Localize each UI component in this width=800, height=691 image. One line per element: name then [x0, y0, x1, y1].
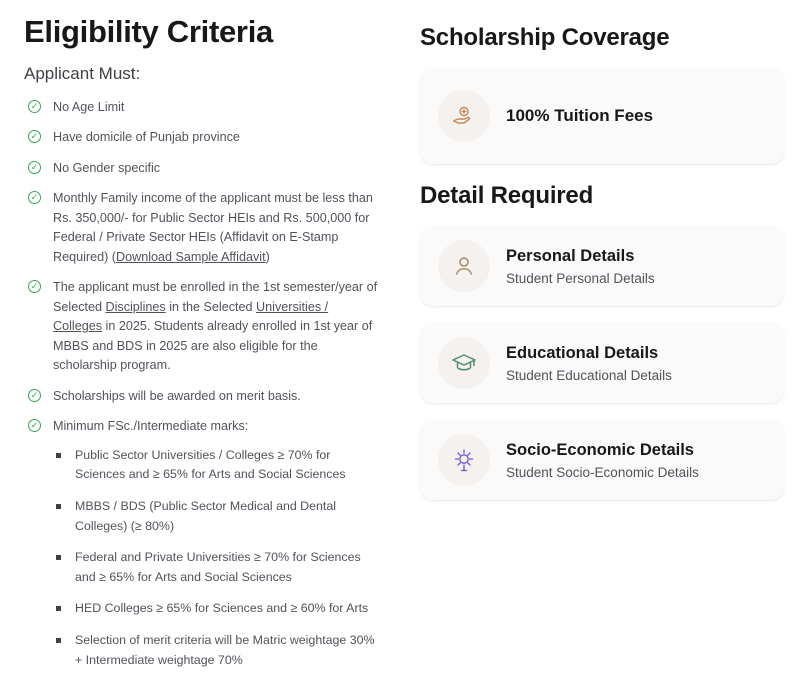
list-item — [24, 159, 378, 179]
hand-coin-icon — [438, 90, 490, 142]
check-circle-icon: ✓ — [28, 280, 41, 293]
socio-economic-icon — [438, 434, 490, 486]
coverage-column — [400, 0, 800, 691]
list-item — [24, 98, 378, 118]
list-item — [53, 497, 378, 536]
list-item — [24, 387, 378, 407]
square-bullet-icon — [56, 638, 61, 643]
square-bullet-icon — [56, 606, 61, 611]
list-item — [24, 278, 378, 376]
list-item — [53, 446, 378, 485]
list-item — [53, 631, 378, 670]
detail-card-socio-economic[interactable] — [420, 420, 784, 500]
list-item — [24, 189, 378, 267]
criteria-text: Have domicile of Punjab province — [53, 130, 240, 145]
criteria-text: Monthly Family income of the applicant must be less than Rs. 350,000/- for Public Sector HEIs and Rs. 500,000 for Federal / Private Sector HEIs (Affidavit on E-Stamp Required) ( — [53, 191, 373, 264]
detail-card-subtitle: Student Educational Details — [506, 367, 672, 383]
disciplines-link[interactable]: Disciplines — [105, 299, 166, 314]
user-icon — [438, 240, 490, 292]
check-circle-icon: ✓ — [28, 191, 41, 204]
criteria-text: No Gender specific — [53, 160, 161, 175]
list-item — [53, 548, 378, 587]
sub-criteria-text: HED Colleges ≥ 65% for Sciences and ≥ 60% for Arts — [75, 601, 369, 616]
check-circle-icon: ✓ — [28, 161, 41, 174]
sub-criteria-text: Selection of merit criteria will be Matric weightage 30% + Intermediate weightage 70% — [75, 633, 375, 667]
universities-colleges-link[interactable]: Universities / Colleges — [53, 299, 329, 334]
check-circle-icon: ✓ — [28, 419, 41, 432]
coverage-label: 100% Tuition Fees — [506, 106, 654, 125]
sub-criteria-text: MBBS / BDS (Public Sector Medical and Dental Colleges) (≥ 80%) — [75, 499, 337, 533]
detail-card-personal[interactable] — [420, 226, 784, 306]
square-bullet-icon — [56, 504, 61, 509]
criteria-text-after: ) — [265, 249, 270, 264]
download-sample-affidavit-link[interactable]: Download Sample Affidavit — [116, 249, 266, 264]
detail-card-educational[interactable] — [420, 323, 784, 403]
square-bullet-icon — [56, 555, 61, 560]
coverage-card — [420, 68, 784, 164]
marks-sublist — [53, 446, 378, 670]
criteria-text: The applicant must be enrolled in the 1st semester/year of Selected — [53, 280, 378, 314]
check-circle-icon: ✓ — [28, 389, 41, 402]
criteria-text-after: in 2025. Students already enrolled in 1st year of MBBS and BDS in 2025 are also eligible for the scholarship program. — [53, 319, 373, 373]
detail-card-title: Socio-Economic Details — [506, 441, 694, 460]
page-title: Eligibility Criteria — [24, 14, 273, 49]
detail-card-subtitle: Student Personal Details — [506, 270, 655, 286]
list-item — [24, 128, 378, 148]
detail-required-title: Detail Required — [420, 182, 594, 209]
detail-card-text — [506, 246, 655, 285]
detail-card-title: Personal Details — [506, 247, 635, 266]
check-circle-icon: ✓ — [28, 130, 41, 143]
sub-criteria-text: Public Sector Universities / Colleges ≥ 70% for Sciences and ≥ 65% for Arts and Social Sciences — [75, 447, 346, 482]
graduation-cap-icon — [438, 337, 490, 389]
list-item — [53, 599, 378, 619]
scholarship-coverage-title: Scholarship Coverage — [420, 24, 670, 51]
detail-card-text — [506, 440, 699, 479]
sub-criteria-text: Federal and Private Universities ≥ 70% for Sciences and ≥ 65% for Arts and Social Sciences — [75, 550, 361, 584]
square-bullet-icon — [56, 453, 61, 458]
criteria-text: Scholarships will be awarded on merit basis. — [53, 388, 301, 403]
list-item — [24, 417, 378, 670]
detail-card-subtitle: Student Socio-Economic Details — [506, 464, 699, 480]
detail-card-title: Educational Details — [506, 344, 659, 363]
check-circle-icon: ✓ — [28, 100, 41, 113]
criteria-text-mid: in the Selected — [165, 299, 257, 314]
detail-card-text — [506, 343, 672, 382]
criteria-text: No Age Limit — [53, 99, 125, 114]
applicant-must-heading: Applicant Must: — [24, 63, 141, 83]
criteria-list — [24, 98, 378, 671]
criteria-text: Minimum FSc./Intermediate marks: — [53, 419, 249, 434]
